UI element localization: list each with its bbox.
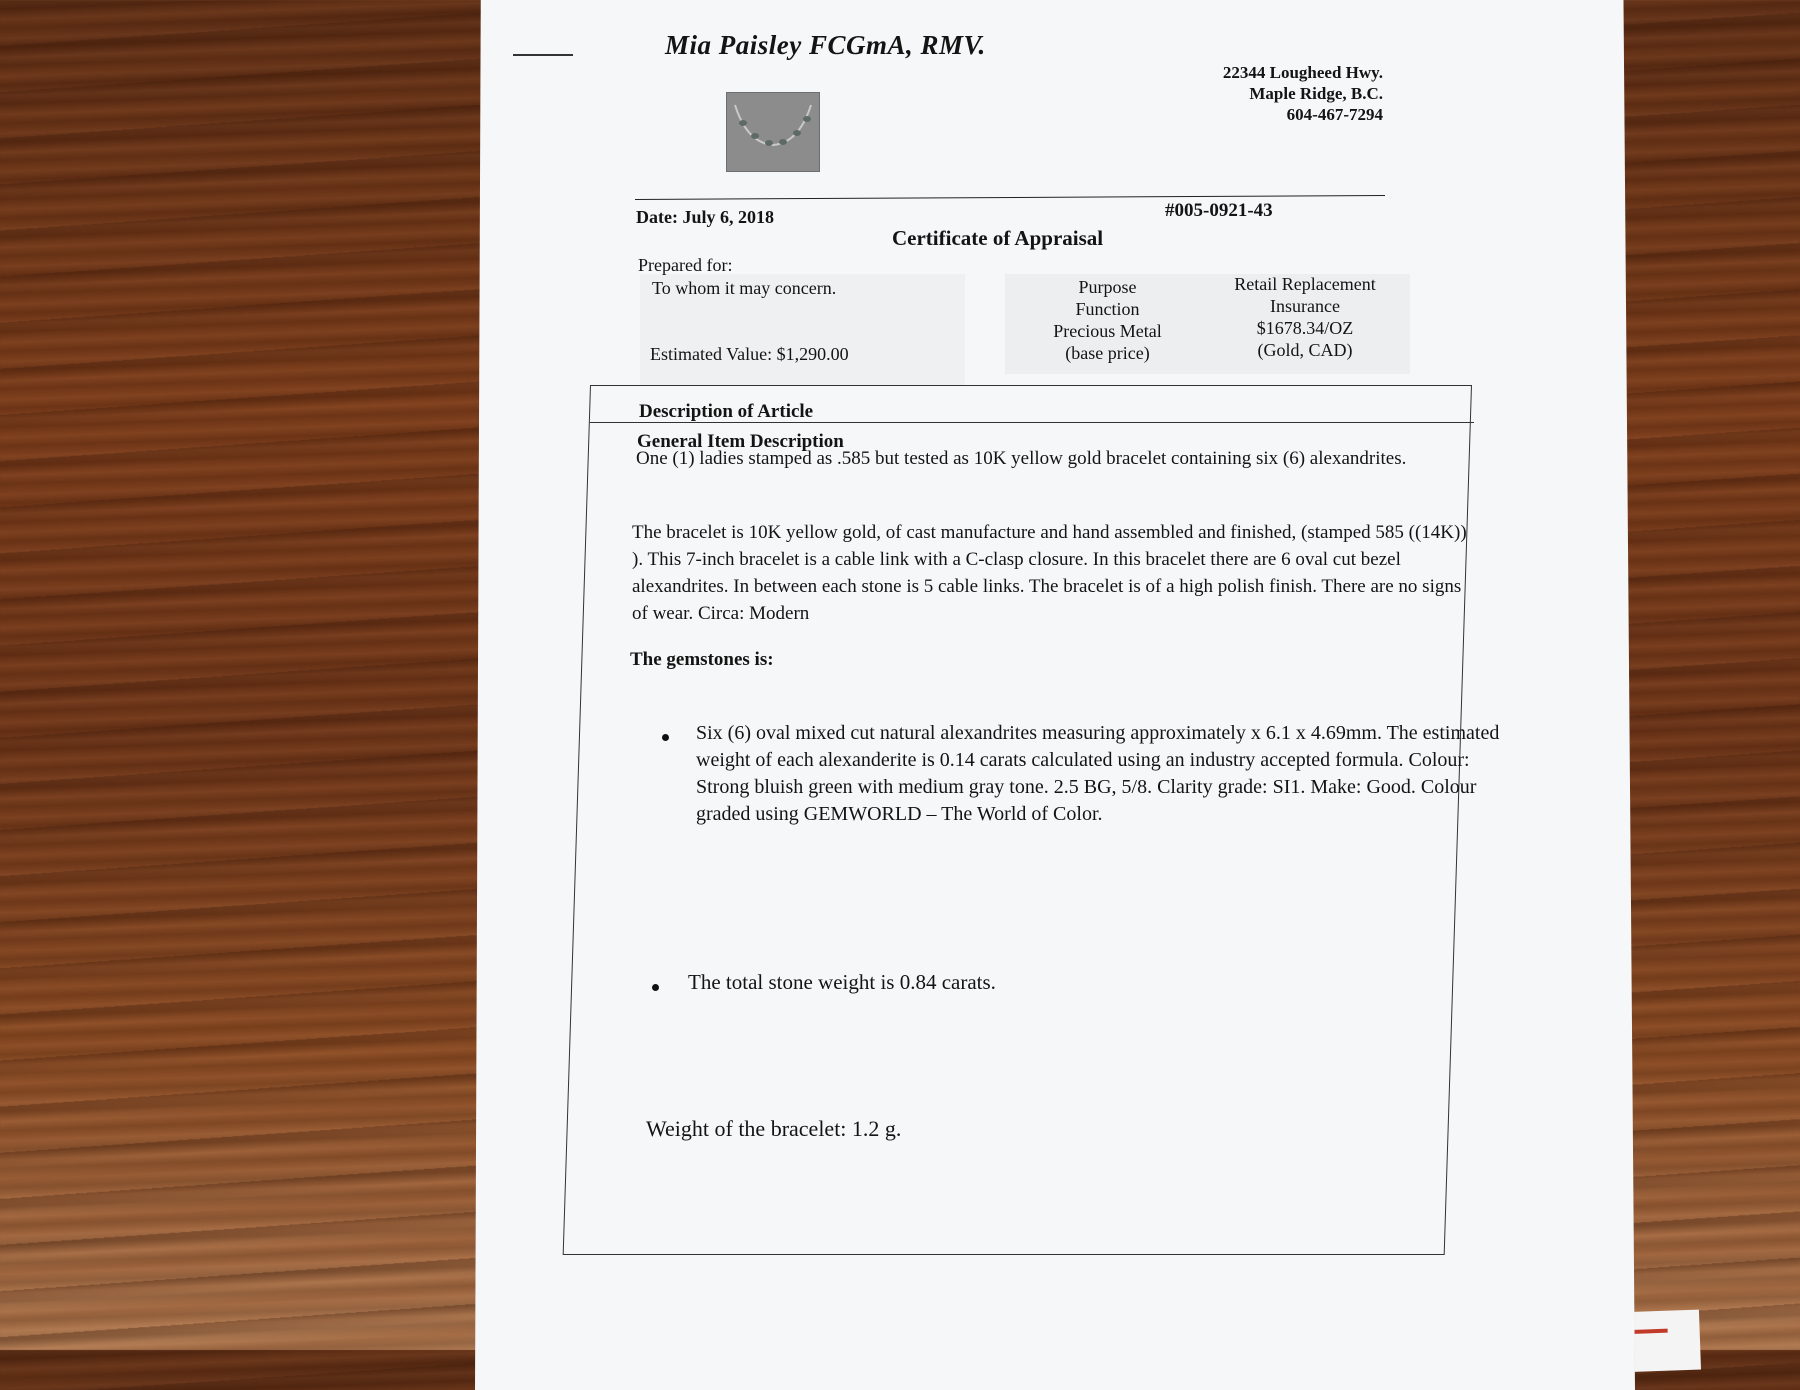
- precious-metal-label: Precious Metal: [1053, 321, 1162, 341]
- precious-metal-value: $1678.34/OZ: [1256, 318, 1354, 338]
- gemstone-detail-bullet: Six (6) oval mixed cut natural alexandrites measuring approximately x 6.1 x 4.69mm. The estimated weight of each alexanderite is 0.14 carats calculated using an industry accepted formula. Colour: Strong bluish green with medium gray tone. 2.5 BG, 5/8. Clarity grade: SI1. Make: Good. Colour graded using GEMWORLD – The World of Color.: [696, 722, 1500, 825]
- description-heading: Description of Article: [639, 401, 814, 422]
- gemstones-heading: The gemstones is:: [630, 649, 774, 670]
- header-short-rule: [513, 54, 573, 56]
- bullet-icon: [652, 984, 659, 991]
- bracelet-description-paragraph: The bracelet is 10K yellow gold, of cast manufacture and hand assembled and finished, (stamped 585 ((14K)) ). This 7-inch bracelet is a cable link with a C-clasp closure. In this bracelet there are 6 oval cut bezel alexandrites. In between each stone is 5 cable links. The bracelet is of a high polish finish. There are no signs of wear. Circa: Modern: [632, 522, 1467, 624]
- function-label: Function: [1075, 299, 1140, 319]
- phone-number: 604-467-7294: [1286, 105, 1383, 124]
- certificate-number: #005-0921-43: [1165, 200, 1273, 221]
- appraiser-address: [1223, 62, 1383, 125]
- bracelet-weight: Weight of the bracelet: 1.2 g.: [646, 1116, 902, 1141]
- estimated-value: Estimated Value: $1,290.00: [650, 344, 849, 364]
- purpose-value: Retail Replacement: [1234, 274, 1376, 294]
- bracelet-photo-image: [727, 93, 819, 171]
- address-line-1: 22344 Lougheed Hwy.: [1222, 63, 1383, 82]
- appraiser-name: Mia Paisley FCGmA, RMV.: [665, 30, 986, 60]
- total-stone-weight-bullet: The total stone weight is 0.84 carats.: [688, 970, 996, 994]
- purpose-label: Purpose: [1078, 277, 1137, 297]
- bullet-icon: [662, 734, 669, 741]
- address-line-2: Maple Ridge, B.C.: [1249, 84, 1383, 103]
- details-values: [1215, 273, 1395, 361]
- base-price-value: (Gold, CAD): [1257, 340, 1353, 360]
- general-description-text: One (1) ladies stamped as .585 but tested as 10K yellow gold bracelet containing six (6) alexandrites.: [636, 448, 1407, 469]
- bracelet-photo: [726, 92, 820, 172]
- base-price-label: (base price): [1065, 343, 1150, 363]
- general-description-heading: General Item Description: [637, 431, 844, 452]
- prepared-for-value: To whom it may concern.: [652, 278, 837, 298]
- prepared-for-label: Prepared for:: [638, 255, 733, 275]
- details-labels: [1015, 276, 1200, 364]
- certificate-title: Certificate of Appraisal: [892, 226, 1104, 250]
- function-value: Insurance: [1270, 296, 1340, 316]
- appraisal-date: Date: July 6, 2018: [636, 207, 774, 227]
